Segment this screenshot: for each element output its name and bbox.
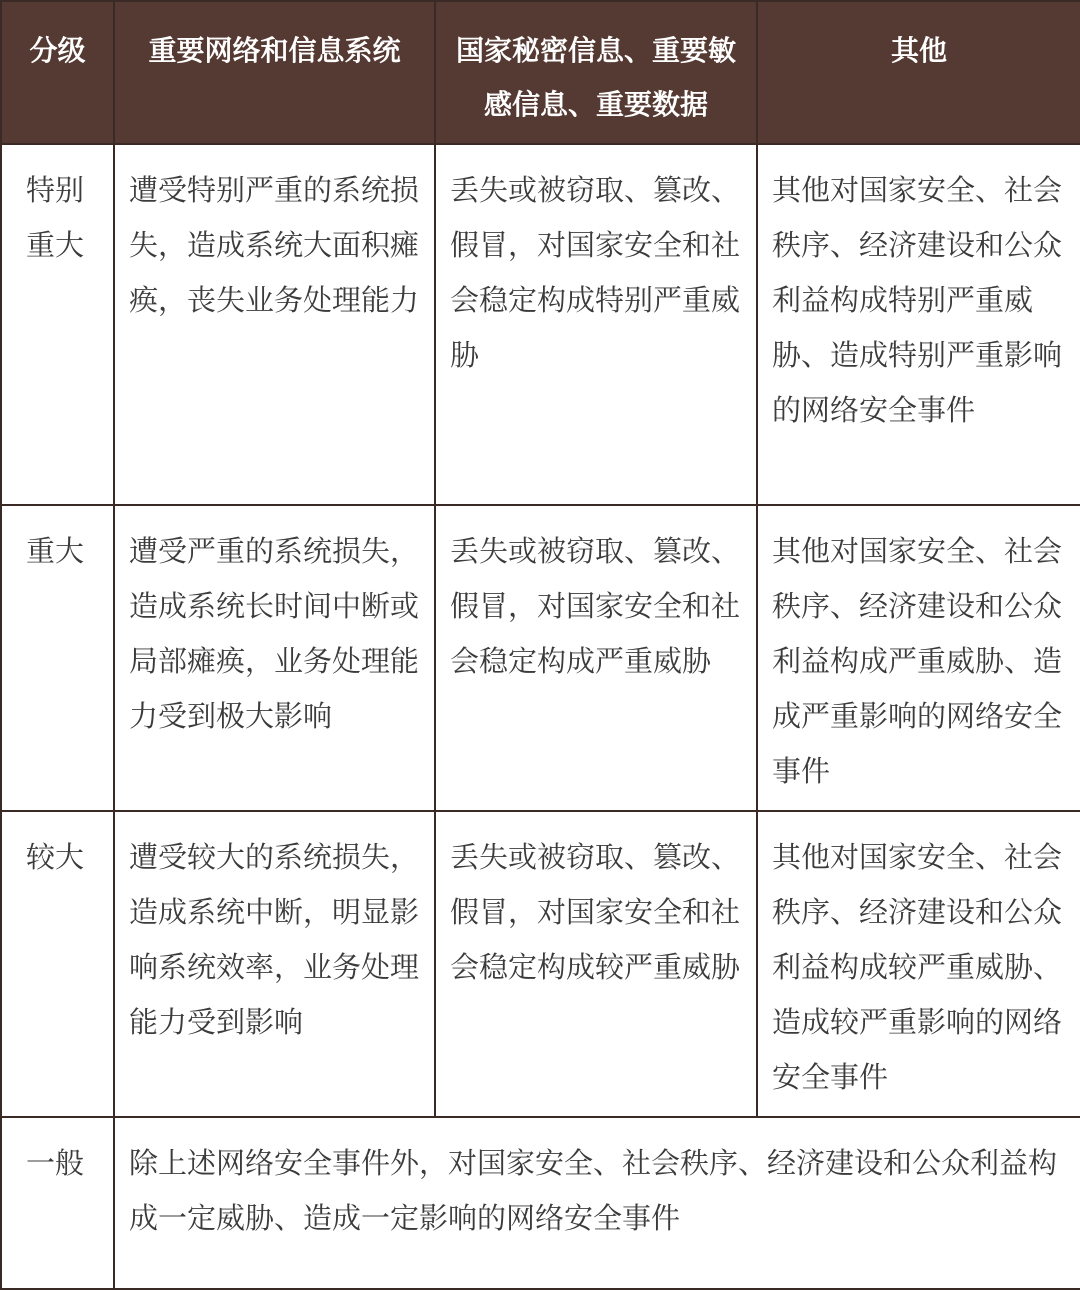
table-row (1, 811, 1080, 1117)
secrets-cell: 丢失或被窃取、篡改、假冒，对国家安全和社会稳定构成特别严重威胁 (435, 144, 757, 505)
level-cell: 较大 (1, 811, 114, 1117)
header-row (1, 1, 1080, 144)
other-cell: 其他对国家安全、社会秩序、经济建设和公众利益构成特别严重威胁、造成特别严重影响的网络安全事件 (757, 144, 1080, 505)
general-description-cell: 除上述网络安全事件外，对国家安全、社会秩序、经济建设和公众利益构成一定威胁、造成一定影响的网络安全事件 (114, 1117, 1080, 1289)
table-row (1, 1117, 1080, 1289)
table-header (1, 1, 1080, 144)
header-level: 分级 (1, 1, 114, 144)
level-cell: 一般 (1, 1117, 114, 1289)
other-cell: 其他对国家安全、社会秩序、经济建设和公众利益构成严重威胁、造成严重影响的网络安全事件 (757, 505, 1080, 811)
systems-cell: 遭受较大的系统损失，造成系统中断，明显影响系统效率，业务处理能力受到影响 (114, 811, 435, 1117)
table-body (1, 144, 1080, 1289)
table-row (1, 505, 1080, 811)
other-cell: 其他对国家安全、社会秩序、经济建设和公众利益构成较严重威胁、造成较严重影响的网络安全事件 (757, 811, 1080, 1117)
systems-cell: 遭受严重的系统损失，造成系统长时间中断或局部瘫痪，业务处理能力受到极大影响 (114, 505, 435, 811)
systems-cell: 遭受特别严重的系统损失，造成系统大面积瘫痪，丧失业务处理能力 (114, 144, 435, 505)
header-secrets: 国家秘密信息、重要敏感信息、重要数据 (435, 1, 757, 144)
secrets-cell: 丢失或被窃取、篡改、假冒，对国家安全和社会稳定构成严重威胁 (435, 505, 757, 811)
level-cell: 重大 (1, 505, 114, 811)
header-other: 其他 (757, 1, 1080, 144)
header-systems: 重要网络和信息系统 (114, 1, 435, 144)
table-row (1, 144, 1080, 505)
secrets-cell: 丢失或被窃取、篡改、假冒，对国家安全和社会稳定构成较严重威胁 (435, 811, 757, 1117)
level-cell: 特别重大 (1, 144, 114, 505)
